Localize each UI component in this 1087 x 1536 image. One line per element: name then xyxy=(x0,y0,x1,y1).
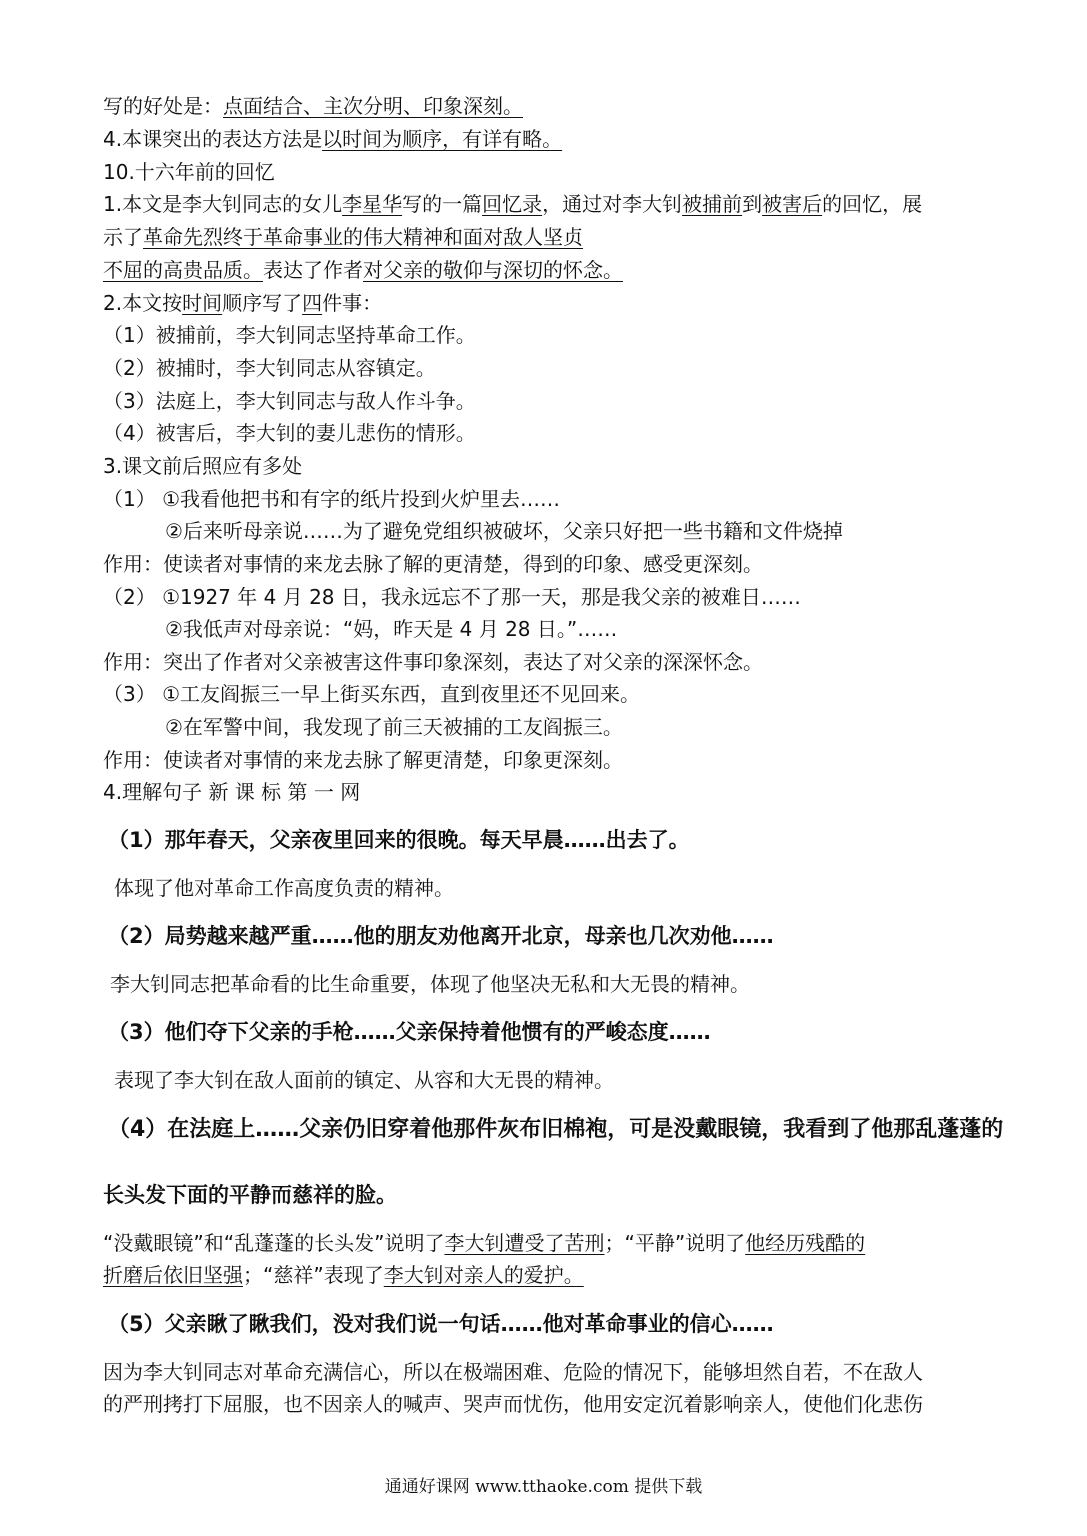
text-line: 李大钊同志把革命看的比生命重要，体现了他坚决无私和大无畏的精神。 xyxy=(110,972,750,996)
list-item: （3）法庭上，李大钊同志与敌人作斗争。 xyxy=(103,389,476,413)
page-footer: 通通好课网 www.tthaoke.com 提供下载 xyxy=(384,1477,703,1497)
text-line: 折磨后依旧坚强；“慈祥”表现了李大钊对亲人的爱护。 xyxy=(103,1263,584,1287)
text-line: 作用：使读者对事情的来龙去脉了解更清楚，印象更深刻。 xyxy=(103,748,623,772)
text-line: 表现了李大钊在敌人面前的镇定、从容和大无畏的精神。 xyxy=(114,1068,614,1092)
list-item: （1） ①我看他把书和有字的纸片投到火炉里去…… xyxy=(103,487,561,511)
sentence-quote: 长头发下面的平静而慈祥的脸。 xyxy=(103,1183,397,1207)
sentence-quote: （4）在法庭上……父亲仍旧穿着他那件灰布旧棉袍，可是没戴眼镜，我看到了他那乱蓬蓬的 xyxy=(108,1117,1004,1142)
list-item: ②我低声对母亲说：“妈，昨天是 4 月 28 日。”…… xyxy=(165,617,618,641)
text-line: 的严刑拷打下屈服，也不因亲人的喊声、哭声而忧伤，他用安定沉着影响亲人，使他们化悲伤 xyxy=(103,1392,923,1416)
text-line: 3.课文前后照应有多处 xyxy=(103,454,303,478)
list-item: （1）被捕前，李大钊同志坚持革命工作。 xyxy=(103,323,476,347)
text-line: 示了革命先烈终于革命事业的伟大精神和面对敌人坚贞 xyxy=(103,225,583,249)
section-heading: 4.理解句子 新 课 标 第 一 网 xyxy=(103,780,361,804)
sentence-quote: （1）那年春天，父亲夜里回来的很晚。每天早晨……出去了。 xyxy=(108,828,690,852)
section-heading: 10.十六年前的回忆 xyxy=(103,160,275,184)
list-item: （2） ①1927 年 4 月 28 日，我永远忘不了那一天，那是我父亲的被难日…… xyxy=(103,585,801,609)
text-line: 不屈的高贵品质。表达了作者对父亲的敬仰与深切的怀念。 xyxy=(103,258,623,282)
sentence-quote: （2）局势越来越严重……他的朋友劝他离开北京，母亲也几次劝他…… xyxy=(108,924,774,948)
text-line: 2.本文按时间顺序写了四件事： xyxy=(103,291,383,315)
text-line: 1.本文是李大钊同志的女儿李星华写的一篇回忆录，通过对李大钊被捕前到被害后的回忆，展 xyxy=(103,192,923,216)
text-line: 4.本课突出的表达方法是以时间为顺序，有详有略。 xyxy=(103,127,563,151)
list-item: ②后来听母亲说……为了避免党组织被破坏，父亲只好把一些书籍和文件烧掉 xyxy=(165,519,843,543)
sentence-quote: （5）父亲瞅了瞅我们，没对我们说一句话……他对革命事业的信心…… xyxy=(108,1312,774,1336)
sentence-quote: （3）他们夺下父亲的手枪……父亲保持着他惯有的严峻态度…… xyxy=(108,1020,711,1044)
text-line: 作用：突出了作者对父亲被害这件事印象深刻，表达了对父亲的深深怀念。 xyxy=(103,650,763,674)
text-line: 作用：使读者对事情的来龙去脉了解的更清楚，得到的印象、感受更深刻。 xyxy=(103,552,763,576)
list-item: （3） ①工友阎振三一早上街买东西，直到夜里还不见回来。 xyxy=(103,682,641,706)
text-line: 体现了他对革命工作高度负责的精神。 xyxy=(114,876,454,900)
list-item: （4）被害后，李大钊的妻儿悲伤的情形。 xyxy=(103,421,476,445)
text-line: 因为李大钊同志对革命充满信心，所以在极端困难、危险的情况下，能够坦然自若，不在敌人 xyxy=(103,1360,923,1384)
list-item: ②在军警中间，我发现了前三天被捕的工友阎振三。 xyxy=(165,715,623,739)
list-item: （2）被捕时，李大钊同志从容镇定。 xyxy=(103,356,436,380)
text-line: 写的好处是：点面结合、主次分明、印象深刻。 xyxy=(103,94,523,118)
text-line: “没戴眼镜”和“乱蓬蓬的长头发”说明了李大钊遭受了苦刑；“平静”说明了他经历残酷的 xyxy=(103,1231,866,1255)
